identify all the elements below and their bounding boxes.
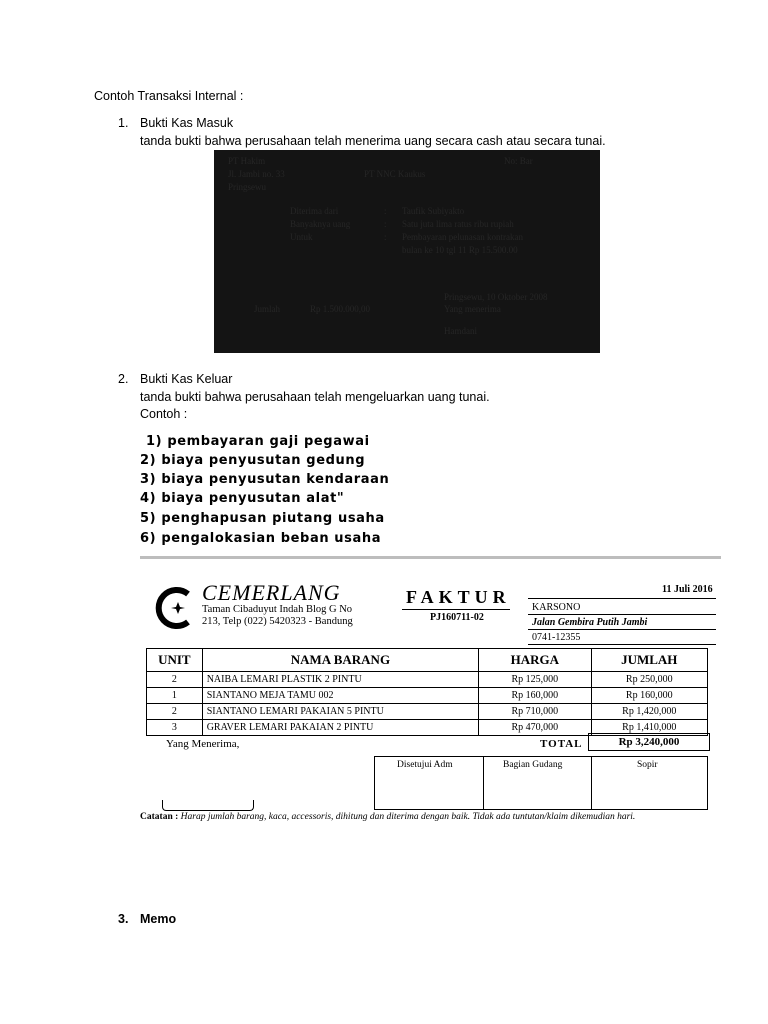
approval-divider <box>591 757 592 809</box>
cell-total: Rp 250,000 <box>591 672 707 688</box>
receipt-label-amount: Banyaknya uang <box>290 219 351 229</box>
example-item: 1) pembayaran gaji pegawai <box>146 434 370 449</box>
cemerlang-logo-icon <box>154 584 196 632</box>
kas-masuk-receipt-image <box>214 150 600 353</box>
cell-price: Rp 125,000 <box>479 672 591 688</box>
column-header-jumlah: JUMLAH <box>591 649 707 672</box>
cell-unit: 3 <box>147 720 203 736</box>
faktur-invoice-image <box>140 556 721 896</box>
faktur-customer-address: Jalan Gembira Putih Jambi <box>532 617 648 628</box>
receipt-label-total: Jumlah <box>254 304 280 314</box>
faktur-note-text: Harap jumlah barang, kaca, accessoris, dihitung dan diterima dengan baik. Tidak ada tuntutan/klaim dikemudian hari. <box>180 812 636 822</box>
faktur-date-rule <box>528 598 716 599</box>
receipt-colon-2: : <box>384 219 387 229</box>
faktur-total-value: Rp 3,240,000 <box>588 733 710 751</box>
column-header-harga: HARGA <box>479 649 591 672</box>
faktur-address-line-1: Taman Cibaduyut Indah Blog G No <box>202 604 353 615</box>
receipt-receiver-label: Yang menerima <box>444 304 501 314</box>
approval-signature-box <box>374 756 708 810</box>
column-header-unit: UNIT <box>147 649 203 672</box>
receipt-number: No: Bar <box>504 156 533 166</box>
cell-total: Rp 160,000 <box>591 688 707 704</box>
cell-price: Rp 710,000 <box>479 704 591 720</box>
faktur-receiver-label: Yang Menerima, <box>166 738 240 750</box>
faktur-title-underline <box>402 609 510 610</box>
section-2-title: Bukti Kas Keluar <box>140 372 233 386</box>
receipt-value-for: Pembayaran pelunasan kontrakan <box>402 232 523 242</box>
receipt-value-for-2: bulan ke 10 tgl 11 Rp 15.500.00 <box>402 245 518 255</box>
approval-gudang-label: Bagian Gudang <box>503 760 563 770</box>
example-item: 4) biaya penyusutan alat" <box>140 491 345 506</box>
receipt-company: PT Hakim <box>228 156 266 166</box>
receipt-address: Jl. Jambi no. 33 <box>228 169 285 179</box>
receipt-receiver-name: Hamdani <box>444 326 477 336</box>
receipt-place-date: Pringsewu, 10 Oktober 2008 <box>444 292 548 302</box>
section-1-number: 1. <box>118 116 129 130</box>
receipt-company-2: PT NNC Kaukus <box>364 169 426 179</box>
example-item: 3) biaya penyusutan kendaraan <box>140 472 390 487</box>
faktur-address-line-2: 213, Telp (022) 5420323 - Bandung <box>202 616 353 627</box>
receipt-label-for: Untuk <box>290 232 313 242</box>
receipt-value-from: Taufik Subiyakto <box>402 206 465 216</box>
cell-price: Rp 470,000 <box>479 720 591 736</box>
example-item: 6) pengalokasian beban usaha <box>140 531 382 546</box>
faktur-note-label: Catatan : <box>140 812 179 822</box>
example-item: 2) biaya penyusutan gedung <box>140 453 366 468</box>
table-row <box>147 672 708 688</box>
faktur-total-label: TOTAL <box>540 738 583 750</box>
faktur-phone-rule <box>528 644 716 645</box>
approval-sopir-label: Sopir <box>637 760 658 770</box>
receipt-colon-1: : <box>384 206 387 216</box>
table-row <box>147 704 708 720</box>
receiver-signature-line <box>162 800 254 811</box>
faktur-customer-phone: 0741-12355 <box>532 632 581 643</box>
faktur-title: FAKTUR <box>406 587 511 607</box>
receipt-value-amount: Satu juta lima ratus ribu rupiah <box>402 219 514 229</box>
table-header-row <box>147 649 708 672</box>
faktur-customer-rule <box>528 614 716 615</box>
approval-divider <box>483 757 484 809</box>
example-item: 5) penghapusan piutang usaha <box>140 511 385 526</box>
faktur-top-rule <box>140 556 721 559</box>
section-1-title: Bukti Kas Masuk <box>140 116 234 130</box>
faktur-date: 11 Juli 2016 <box>662 584 713 595</box>
receipt-colon-3: : <box>384 232 387 242</box>
approval-adm-label: Disetujui Adm <box>397 760 453 770</box>
section-2-number: 2. <box>118 372 129 386</box>
table-row <box>147 688 708 704</box>
cell-unit: 1 <box>147 688 203 704</box>
section-3-title: Memo <box>140 912 177 926</box>
receipt-label-from: Diterima dari <box>290 206 339 216</box>
cell-name: SIANTANO MEJA TAMU 002 <box>202 688 478 704</box>
cell-name: NAIBA LEMARI PLASTIK 2 PINTU <box>202 672 478 688</box>
column-header-nama-barang: NAMA BARANG <box>202 649 478 672</box>
section-2-description: tanda bukti bahwa perusahaan telah mengeluarkan uang tunai. <box>140 390 490 404</box>
cell-total: Rp 1,410,000 <box>591 720 707 736</box>
faktur-brand-name: CEMERLANG <box>202 580 341 605</box>
faktur-items-table <box>146 648 708 736</box>
page-heading: Contoh Transaksi Internal : <box>94 89 244 103</box>
cell-name: GRAVER LEMARI PAKAIAN 2 PINTU <box>202 720 478 736</box>
faktur-number: PJ160711-02 <box>430 612 484 623</box>
section-1-description: tanda bukti bahwa perusahaan telah menerima uang secara cash atau secara tunai. <box>140 134 606 148</box>
cell-unit: 2 <box>147 704 203 720</box>
cell-price: Rp 160,000 <box>479 688 591 704</box>
faktur-note <box>140 812 635 822</box>
faktur-customer-name: KARSONO <box>532 602 581 613</box>
cell-name: SIANTANO LEMARI PAKAIAN 5 PINTU <box>202 704 478 720</box>
receipt-value-total: Rp 1.500.000,00 <box>310 304 371 314</box>
cell-unit: 2 <box>147 672 203 688</box>
faktur-address-rule <box>528 629 716 630</box>
receipt-city: Pringsewu <box>228 182 266 192</box>
section-3-number: 3. <box>118 912 129 926</box>
cell-total: Rp 1,420,000 <box>591 704 707 720</box>
section-2-contoh-label: Contoh : <box>140 407 188 421</box>
